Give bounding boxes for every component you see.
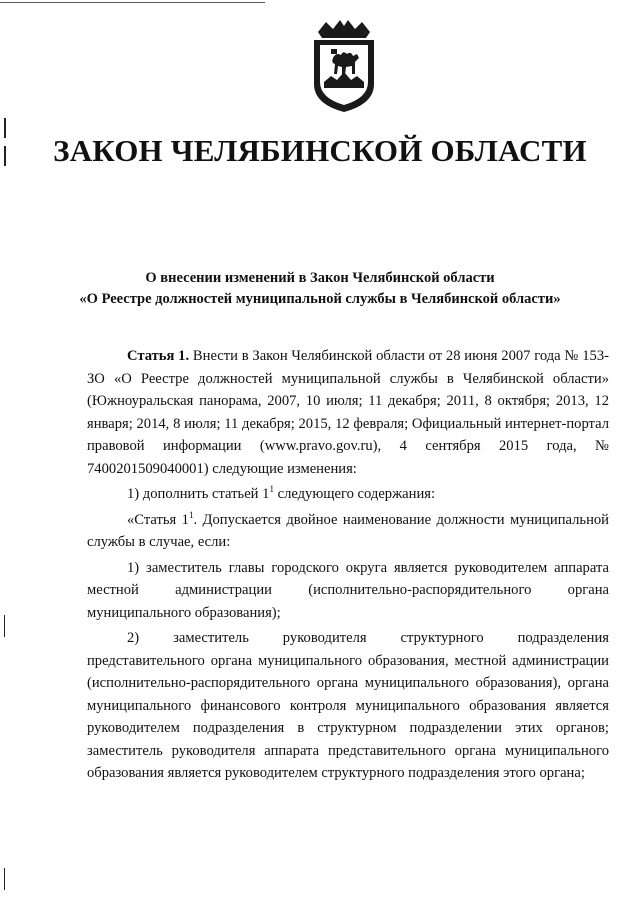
chelyabinsk-coat-of-arms-icon — [300, 18, 388, 116]
subject-line: «О Реестре должностей муниципальной службы в Челябинской области» — [79, 291, 561, 307]
subject-line: О внесении изменений в Закон Челябинской области — [145, 270, 495, 286]
quoted-subitem-2: 2) заместитель руководителя структурного подразделения представительного органа муниципального образования, местной администрации (исполнительно-распорядительного органа муниципального образования), органа муниципального финансового контроля муниципального образования является руководителем подразделения в структурном подразделении этих органов; заместитель руководителя аппарата представительного органа муниципального образования является руководителем структурного подразделения этого органа; — [87, 630, 609, 781]
quoted-article-heading: «Статья $1^1$. Допускается двойное наименование должности муниципальной службы в случае, если: — [87, 509, 609, 550]
law-body — [87, 345, 609, 788]
law-subject — [0, 268, 640, 310]
quoted-subitem-1: 1) заместитель главы городского округа является руководителем аппарата местной администрации (исполнительно-распорядительного органа муниципального образования); — [87, 559, 609, 621]
margin-mark — [4, 615, 5, 637]
law-title: ЗАКОН ЧЕЛЯБИНСКОЙ ОБЛАСТИ — [53, 133, 587, 168]
margin-mark — [4, 868, 5, 890]
article-1-intro — [87, 345, 609, 480]
amendment-item-1: 1) дополнить статьей $1^1$ следующего содержания: — [127, 484, 436, 502]
scan-edge-line — [0, 2, 265, 3]
article-label: Статья 1. — [127, 348, 190, 364]
article-intro-text: Внести в Закон Челябинской области от 28 июня 2007 года № 153-ЗО «О Реестре должностей муниципальной службы в Челябинской области» (Южноуральская панорама, 2007, 10 июля; 11 декабря; 2011, 8 октября; 2013, 12 января; 2014, 8 июля; 11 декабря; 2015, 12 февраля; Официальный интернет-портал правовой информации (www.pravo.gov.ru), 4 сентября 2015 года, № 7400201509040001) следующие изменения: — [87, 348, 609, 477]
